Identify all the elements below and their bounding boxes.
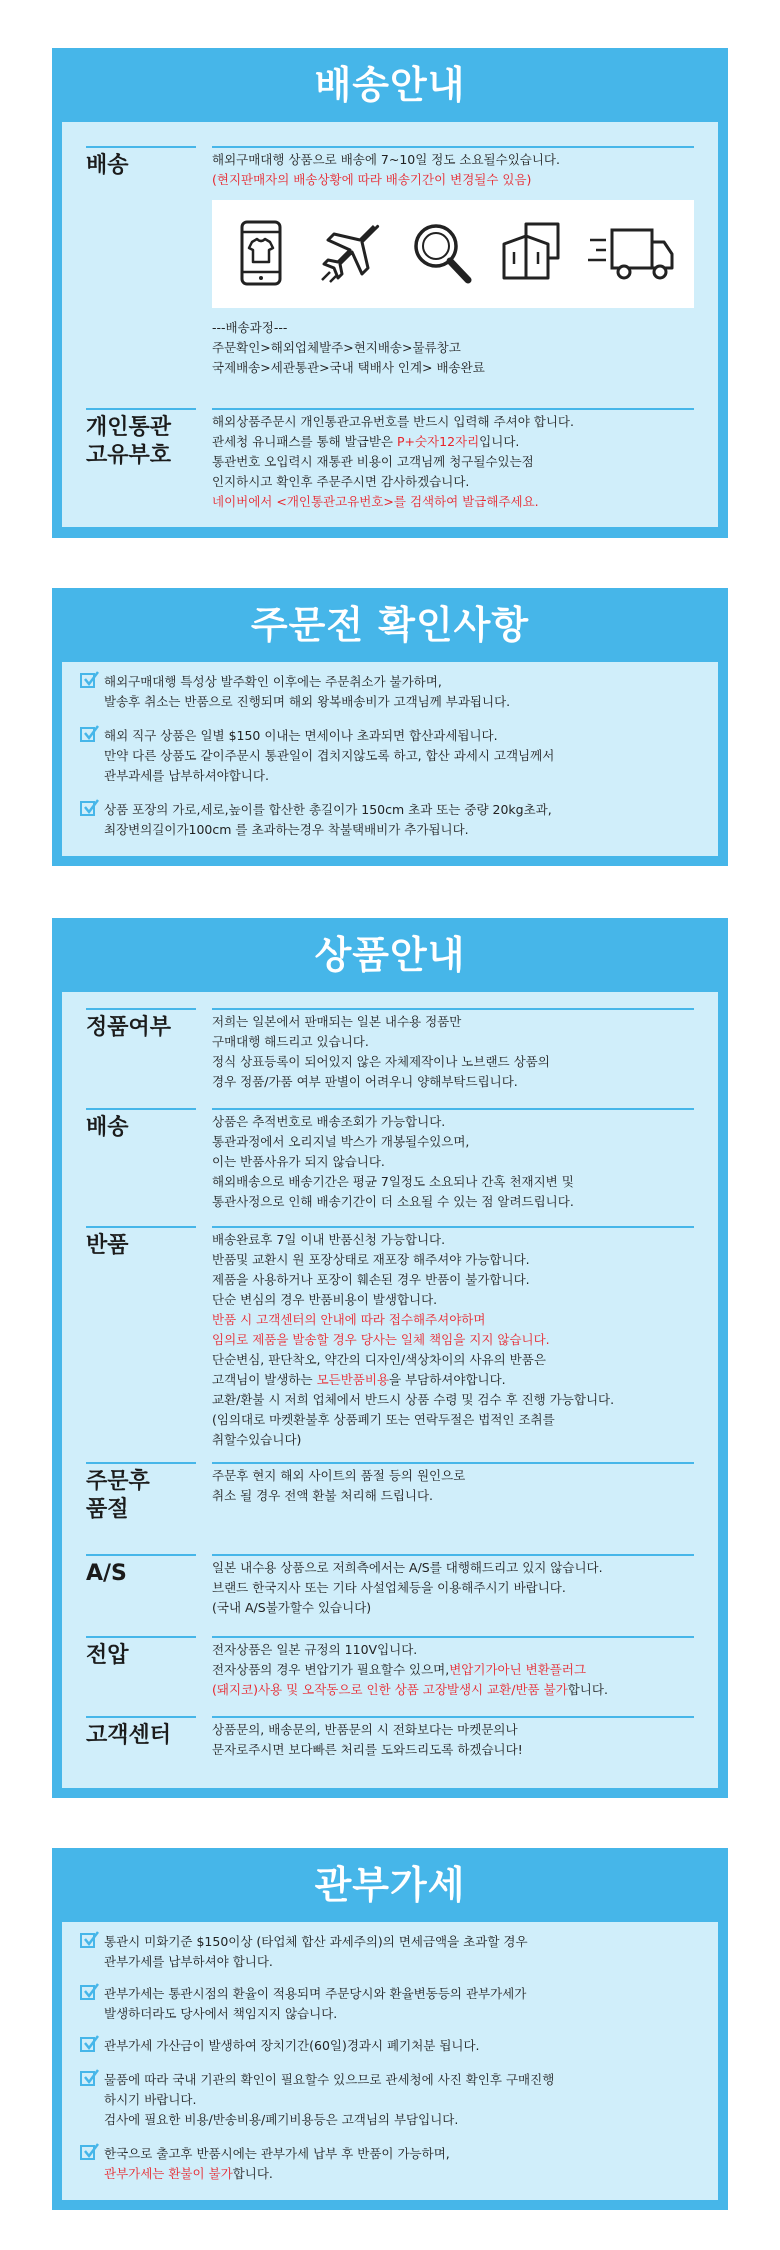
cs-label: 고객센터 [86, 1716, 196, 1750]
product-delivery-label: 배송 [86, 1108, 196, 1142]
checkbox-icon [80, 2071, 95, 2086]
precheck-item [80, 800, 700, 840]
voltage-warning: (돼지코)사용 및 오작동으로 인한 상품 고장발생시 교환/반품 불가 [212, 1682, 568, 1697]
precheck-body [62, 662, 718, 856]
return-warning: 임의로 제품을 발송할 경우 당사는 일체 책임을 지지 않습니다. [212, 1332, 550, 1347]
boxes-icon [496, 218, 566, 288]
tax-item [80, 2036, 700, 2056]
soldout-label [86, 1462, 196, 1524]
shipping-title: 배송안내 [314, 63, 466, 107]
return-line: 교환/환불 시 저희 업체에서 반드시 상품 수령 및 검수 후 진행 가능합니다. [212, 1392, 615, 1407]
voltage-warning: 변압기가아닌 변환플러그 [449, 1662, 587, 1677]
customs-label [86, 408, 196, 470]
genuine-line: 저희는 일본에서 판매되는 일본 내수용 정품만 [212, 1014, 462, 1029]
delivery-row [86, 146, 694, 396]
process-icons [212, 200, 694, 308]
precheck-title: 주문전 확인사항 [250, 603, 530, 647]
customs-label-line: 개인통관 [86, 415, 172, 440]
delivery-line: 해외구매대행 상품으로 배송에 7~10일 정도 소요될수있습니다. [212, 152, 560, 167]
genuine-label: 정품여부 [86, 1008, 196, 1042]
genuine-line: 구매대행 해드리고 있습니다. [212, 1034, 369, 1049]
process-text [212, 318, 694, 378]
tax-line: 검사에 필요한 비용/반송비용/폐기비용등은 고객님의 부담입니다. [104, 2112, 459, 2127]
customs-label-line: 고유부호 [86, 443, 172, 468]
precheck-line: 해외구매대행 특성상 발주확인 이후에는 주문취소가 불가하며, [104, 674, 442, 689]
tax-no-refund: 관부가세는 환불이 불가 [104, 2166, 233, 2181]
magnifier-icon [406, 218, 476, 288]
customs-line: 인지하시고 확인후 주문주시면 감사하겠습니다. [212, 474, 470, 489]
customs-search-hint: 네이버에서 <개인통관고유번호>를 검색하여 발급해주세요. [212, 494, 539, 509]
cs-line: 상품문의, 배송문의, 반품문의 시 전화보다는 마켓문의나 [212, 1722, 518, 1737]
precheck-item [80, 672, 700, 712]
return-text [212, 1226, 694, 1450]
return-line: 취할수있습니다) [212, 1432, 302, 1447]
customs-code-format: P+숫자12자리 [396, 434, 480, 449]
truck-icon [586, 218, 676, 288]
tax-item [80, 2070, 700, 2130]
return-line: 반품및 교환시 원 포장상태로 재포장 해주셔야 가능합니다. [212, 1252, 530, 1267]
customs-text [212, 408, 694, 512]
tax-line: 발생하더라도 당사에서 책임지지 않습니다. [104, 2006, 338, 2021]
customs-line: 통관번호 오입력시 재통관 비용이 고객님께 청구될수있는점 [212, 454, 534, 469]
precheck-panel [52, 588, 728, 866]
as-line: (국내 A/S불가할수 있습니다) [212, 1600, 372, 1615]
return-cost-highlight: 모든반품비용 [316, 1372, 390, 1387]
cs-text [212, 1716, 694, 1760]
precheck-line: 관부과세를 납부하셔야합니다. [104, 768, 269, 783]
precheck-line: 해외 직구 상품은 일별 $150 이내는 면세이나 초과되면 합산과세됩니다. [104, 728, 498, 743]
product-title: 상품안내 [314, 933, 466, 977]
tax-line: 한국으로 출고후 반품시에는 관부가세 납부 후 반품이 가능하며, [104, 2146, 450, 2161]
tax-line: 관부가세 가산금이 발생하여 장치기간(60일)경과시 폐기처분 됩니다. [104, 2038, 480, 2053]
tax-title: 관부가세 [314, 1863, 466, 1907]
soldout-line: 주문후 현지 해외 사이트의 품절 등의 원인으로 [212, 1468, 466, 1483]
voltage-line [212, 1660, 694, 1680]
customs-text-part: 관세청 유니패스를 통해 발급받은 [212, 434, 397, 449]
as-label: A/S [86, 1554, 196, 1588]
return-text-part: 고객님이 발생하는 [212, 1372, 317, 1387]
tax-line: 하시기 바랍니다. [104, 2092, 197, 2107]
tax-line: 관부가세를 납부하셔야 합니다. [104, 1954, 273, 1969]
precheck-item [80, 726, 700, 786]
voltage-label: 전압 [86, 1636, 196, 1670]
tax-line: 관부가세는 통관시점의 환율이 적용되며 주문당시와 환율변동등의 관부가세가 [104, 1986, 527, 2001]
voltage-line: 전자상품은 일본 규정의 110V입니다. [212, 1642, 418, 1657]
precheck-line: 발송후 취소는 반품으로 진행되며 해외 왕복배송비가 고객님께 부과됩니다. [104, 694, 511, 709]
as-line: 브랜드 한국지사 또는 기타 사설업체등을 이용해주시기 바랍니다. [212, 1580, 566, 1595]
return-line: 배송완료후 7일 이내 반품신청 가능합니다. [212, 1232, 446, 1247]
product-panel [52, 918, 728, 1798]
voltage-text-part: 전자상품의 경우 변압기가 필요할수 있으며, [212, 1662, 450, 1677]
checkbox-icon [80, 2145, 95, 2160]
product-body [62, 992, 718, 1788]
tax-line: 통관시 미화기준 $150이상 (타업체 합산 과세주의)의 면세금액을 초과할 경우 [104, 1934, 528, 1949]
return-line: (임의대로 마켓환불후 상품폐기 또는 연락두절은 법적인 조취를 [212, 1412, 555, 1427]
product-delivery-line: 이는 반품사유가 되지 않습니다. [212, 1154, 385, 1169]
soldout-label-line: 품절 [86, 1497, 129, 1522]
precheck-line: 최장변의길이가100cm 를 초과하는경우 착불택배비가 추가됩니다. [104, 822, 469, 837]
tax-text-part: 합니다. [232, 2166, 273, 2181]
product-delivery-text [212, 1108, 694, 1212]
tax-panel [52, 1848, 728, 2210]
as-line: 일본 내수용 상품으로 저희측에서는 A/S를 대행해드리고 있지 않습니다. [212, 1560, 603, 1575]
process-title: ---배송과정--- [212, 320, 288, 335]
tax-body [62, 1922, 718, 2200]
checkbox-icon [80, 1985, 95, 2000]
voltage-text [212, 1636, 694, 1700]
product-delivery-line: 통관사정으로 인해 배송기간이 더 소요될 수 있는 점 알려드립니다. [212, 1194, 574, 1209]
tax-line [104, 2164, 700, 2184]
return-label: 반품 [86, 1226, 196, 1260]
checkbox-icon [80, 801, 95, 816]
checkbox-icon [80, 1933, 95, 1948]
genuine-text [212, 1008, 694, 1092]
product-delivery-line: 상품은 추적번호로 배송조회가 가능합니다. [212, 1114, 446, 1129]
tax-item [80, 2144, 700, 2184]
product-delivery-line: 통관과정에서 오리지널 박스가 개봉될수있으며, [212, 1134, 470, 1149]
customs-row [86, 408, 694, 518]
soldout-label-line: 주문후 [86, 1469, 150, 1494]
checkbox-icon [80, 2037, 95, 2052]
precheck-line: 상품 포장의 가로,세로,높이를 합산한 총길이가 150cm 초과 또는 중량 20kg초과, [104, 802, 552, 817]
return-line [212, 1370, 694, 1390]
cs-line: 문자로주시면 보다빠른 처리를 도와드리도록 하겠습니다! [212, 1742, 523, 1757]
smartphone-shirt-icon [226, 218, 296, 288]
checkbox-icon [80, 727, 95, 742]
voltage-text-part: 합니다. [567, 1682, 608, 1697]
checkbox-icon [80, 673, 95, 688]
return-text-part: 을 부담하셔야합니다. [389, 1372, 506, 1387]
soldout-text [212, 1462, 694, 1506]
delivery-label: 배송 [86, 146, 196, 180]
shipping-panel [52, 48, 728, 538]
airplane-icon [316, 218, 386, 288]
genuine-line: 경우 정품/가품 여부 판별이 어려우니 양해부탁드립니다. [212, 1074, 518, 1089]
product-delivery-line: 해외배송으로 배송기간은 평균 7일정도 소요되나 간혹 천재지변 및 [212, 1174, 574, 1189]
customs-line: 해외상품주문시 개인통관고유번호를 반드시 입력해 주셔야 합니다. [212, 414, 574, 429]
customs-line [212, 432, 694, 452]
return-line: 단순변심, 판단착오, 약간의 디자인/색상차이의 사유의 반품은 [212, 1352, 546, 1367]
tax-item [80, 1932, 700, 1972]
return-line: 제품을 사용하거나 포장이 훼손된 경우 반품이 불가합니다. [212, 1272, 530, 1287]
as-text [212, 1554, 694, 1618]
tax-line: 물품에 따라 국내 기관의 확인이 필요할수 있으므로 관세청에 사진 확인후 구매진행 [104, 2072, 555, 2087]
return-warning: 반품 시 고객센터의 안내에 따라 접수해주셔야하며 [212, 1312, 486, 1327]
customs-text-part: 입니다. [479, 434, 520, 449]
shipping-body [62, 122, 718, 527]
genuine-line: 정식 상표등록이 되어있지 않은 자체제작이나 노브랜드 상품의 [212, 1054, 550, 1069]
soldout-line: 취소 될 경우 전액 환불 처리해 드립니다. [212, 1488, 434, 1503]
process-line: 국제배송>세관통관>국내 택배사 인계> 배송완료 [212, 360, 485, 375]
voltage-line [212, 1680, 694, 1700]
delivery-text [212, 146, 694, 390]
return-line: 단순 변심의 경우 반품비용이 발생합니다. [212, 1292, 438, 1307]
tax-item [80, 1984, 700, 2024]
precheck-line: 만약 다른 상품도 같이주문시 통관일이 겹치지않도록 하고, 합산 과세시 고객님께서 [104, 748, 555, 763]
delivery-warning: (현지판매자의 배송상황에 따라 배송기간이 변경될수 있음) [212, 172, 532, 187]
process-line: 주문확인>해외업체발주>현지배송>물류창고 [212, 340, 461, 355]
